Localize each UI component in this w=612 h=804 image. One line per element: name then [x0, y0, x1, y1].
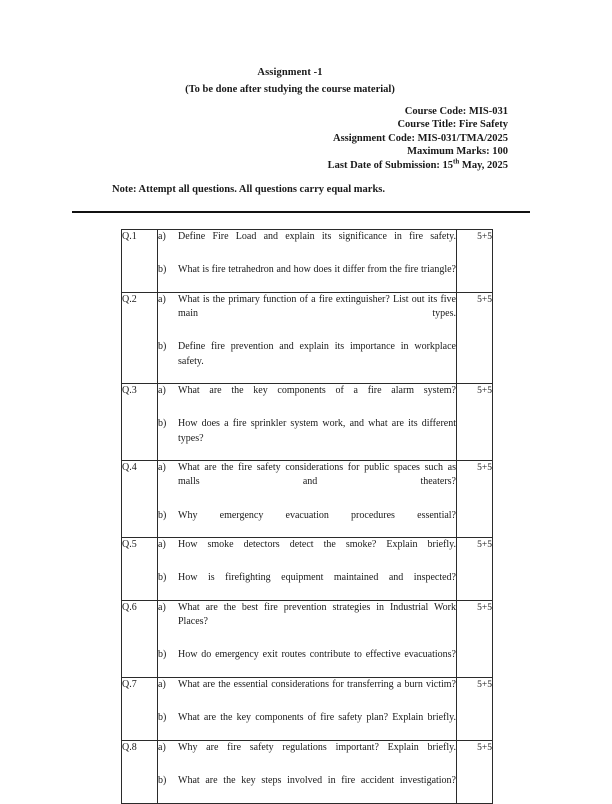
question-sub-text: Define fire prevention and explain its importance in workplace safety. [178, 341, 456, 367]
question-sub-text: How does a fire sprinkler system work, and what are its different types? [178, 418, 456, 444]
question-sub-item [158, 263, 456, 291]
question-sub-item [158, 417, 456, 460]
table-row [122, 740, 493, 803]
question-number-cell: Q.8 [122, 740, 158, 803]
question-sub-label: b) [158, 264, 167, 276]
question-sub-item [158, 509, 456, 537]
question-sub-text: How do emergency exit routes contribute to effective evacuations? [178, 649, 456, 661]
question-sub-item [158, 571, 456, 599]
question-sub-item [158, 601, 456, 644]
assignment-title: Assignment -1 [257, 67, 323, 78]
question-body-cell [158, 600, 457, 677]
question-number-cell: Q.5 [122, 538, 158, 601]
question-sub-item [158, 340, 456, 383]
question-body-cell [158, 740, 457, 803]
questions-table [121, 229, 493, 804]
marks-cell: 5+5 [457, 600, 493, 677]
submission-date-prefix: Last Date of Submission: 15 [327, 159, 454, 171]
header-divider-rule [72, 211, 530, 213]
marks-cell: 5+5 [457, 230, 493, 293]
question-sub-label: a) [158, 385, 166, 397]
marks-cell: 5+5 [457, 461, 493, 538]
question-sub-label: a) [158, 601, 166, 613]
course-code-line: Course Code: MIS-031 [404, 106, 508, 117]
question-sub-item [158, 230, 456, 258]
question-sub-item [158, 461, 456, 504]
question-sub-label: b) [158, 572, 167, 584]
question-sub-text: What is fire tetrahedron and how does it differ from the fire triangle? [178, 264, 456, 276]
question-sub-item [158, 774, 456, 802]
question-sub-label: b) [158, 649, 167, 661]
question-sub-label: a) [158, 293, 166, 305]
question-sub-text: Why are fire safety regulations important? Explain briefly. [178, 741, 456, 753]
marks-cell: 5+5 [457, 292, 493, 383]
table-row [122, 538, 493, 601]
course-title-line: Course Title: Fire Safety [397, 119, 508, 131]
submission-date-line [72, 159, 508, 172]
question-sub-label: a) [158, 462, 166, 474]
question-sub-text: What are the key components of fire safety plan? Explain briefly. [178, 712, 456, 724]
question-sub-item [158, 741, 456, 769]
question-sub-text: What are the essential considerations for transferring a burn victim? [178, 678, 456, 690]
question-body-cell [158, 230, 457, 293]
question-number-cell: Q.7 [122, 677, 158, 740]
question-number-cell: Q.1 [122, 230, 158, 293]
question-number-cell: Q.3 [122, 384, 158, 461]
question-sub-text: What are the fire safety considerations for public spaces such as malls and theaters? [178, 462, 456, 488]
assignment-code-line: Assignment Code: MIS-031/TMA/2025 [333, 132, 508, 144]
question-sub-item [158, 293, 456, 336]
table-row [122, 292, 493, 383]
document-header [72, 66, 508, 172]
question-sub-item [158, 538, 456, 566]
question-sub-text: What are the key steps involved in fire accident investigation? [178, 775, 456, 787]
question-sub-item [158, 678, 456, 706]
marks-cell: 5+5 [457, 538, 493, 601]
question-sub-label: b) [158, 775, 167, 787]
assignment-meta-block [72, 105, 508, 172]
question-body-cell [158, 538, 457, 601]
question-sub-text: What are the key components of a fire alarm system? [178, 385, 456, 397]
table-row [122, 230, 493, 293]
question-sub-text: How is firefighting equipment maintained and inspected? [178, 572, 456, 584]
question-number-cell: Q.6 [122, 600, 158, 677]
question-sub-text: What is the primary function of a fire extinguisher? List out its five main types. [178, 293, 456, 320]
questions-table-body [122, 230, 493, 804]
marks-cell: 5+5 [457, 384, 493, 461]
question-sub-text: Define Fire Load and explain its significance in fire safety. [178, 231, 456, 242]
marks-cell: 5+5 [457, 677, 493, 740]
question-body-cell [158, 677, 457, 740]
question-body-cell [158, 461, 457, 538]
question-body-cell [158, 292, 457, 383]
instructions-note: Note: Attempt all questions. All questions carry equal marks. [112, 184, 385, 195]
table-row [122, 461, 493, 538]
question-number-cell: Q.4 [122, 461, 158, 538]
question-number-cell: Q.2 [122, 292, 158, 383]
question-sub-text: What are the best fire prevention strategies in Industrial Work Places? [178, 601, 456, 628]
question-body-cell [158, 384, 457, 461]
question-sub-text: Why emergency evacuation procedures essential? [178, 509, 456, 521]
table-row [122, 677, 493, 740]
question-sub-label: b) [158, 712, 167, 724]
question-sub-item [158, 648, 456, 676]
question-sub-label: a) [158, 231, 166, 242]
marks-cell: 5+5 [457, 740, 493, 803]
assignment-subtitle: (To be done after studying the course material) [185, 84, 395, 95]
question-sub-label: b) [158, 509, 167, 521]
question-sub-item [158, 711, 456, 739]
question-sub-item [158, 384, 456, 412]
question-sub-text: How smoke detectors detect the smoke? Explain briefly. [178, 539, 456, 551]
table-row [122, 384, 493, 461]
table-row [122, 600, 493, 677]
question-sub-label: b) [158, 341, 167, 353]
question-sub-label: a) [158, 741, 166, 753]
question-sub-label: a) [158, 678, 166, 690]
maximum-marks-line: Maximum Marks: 100 [407, 146, 508, 158]
question-sub-label: a) [158, 539, 166, 551]
submission-date-suffix: May, 2025 [459, 159, 508, 171]
question-sub-label: b) [158, 418, 167, 430]
submission-date-ordinal: th [453, 157, 460, 166]
